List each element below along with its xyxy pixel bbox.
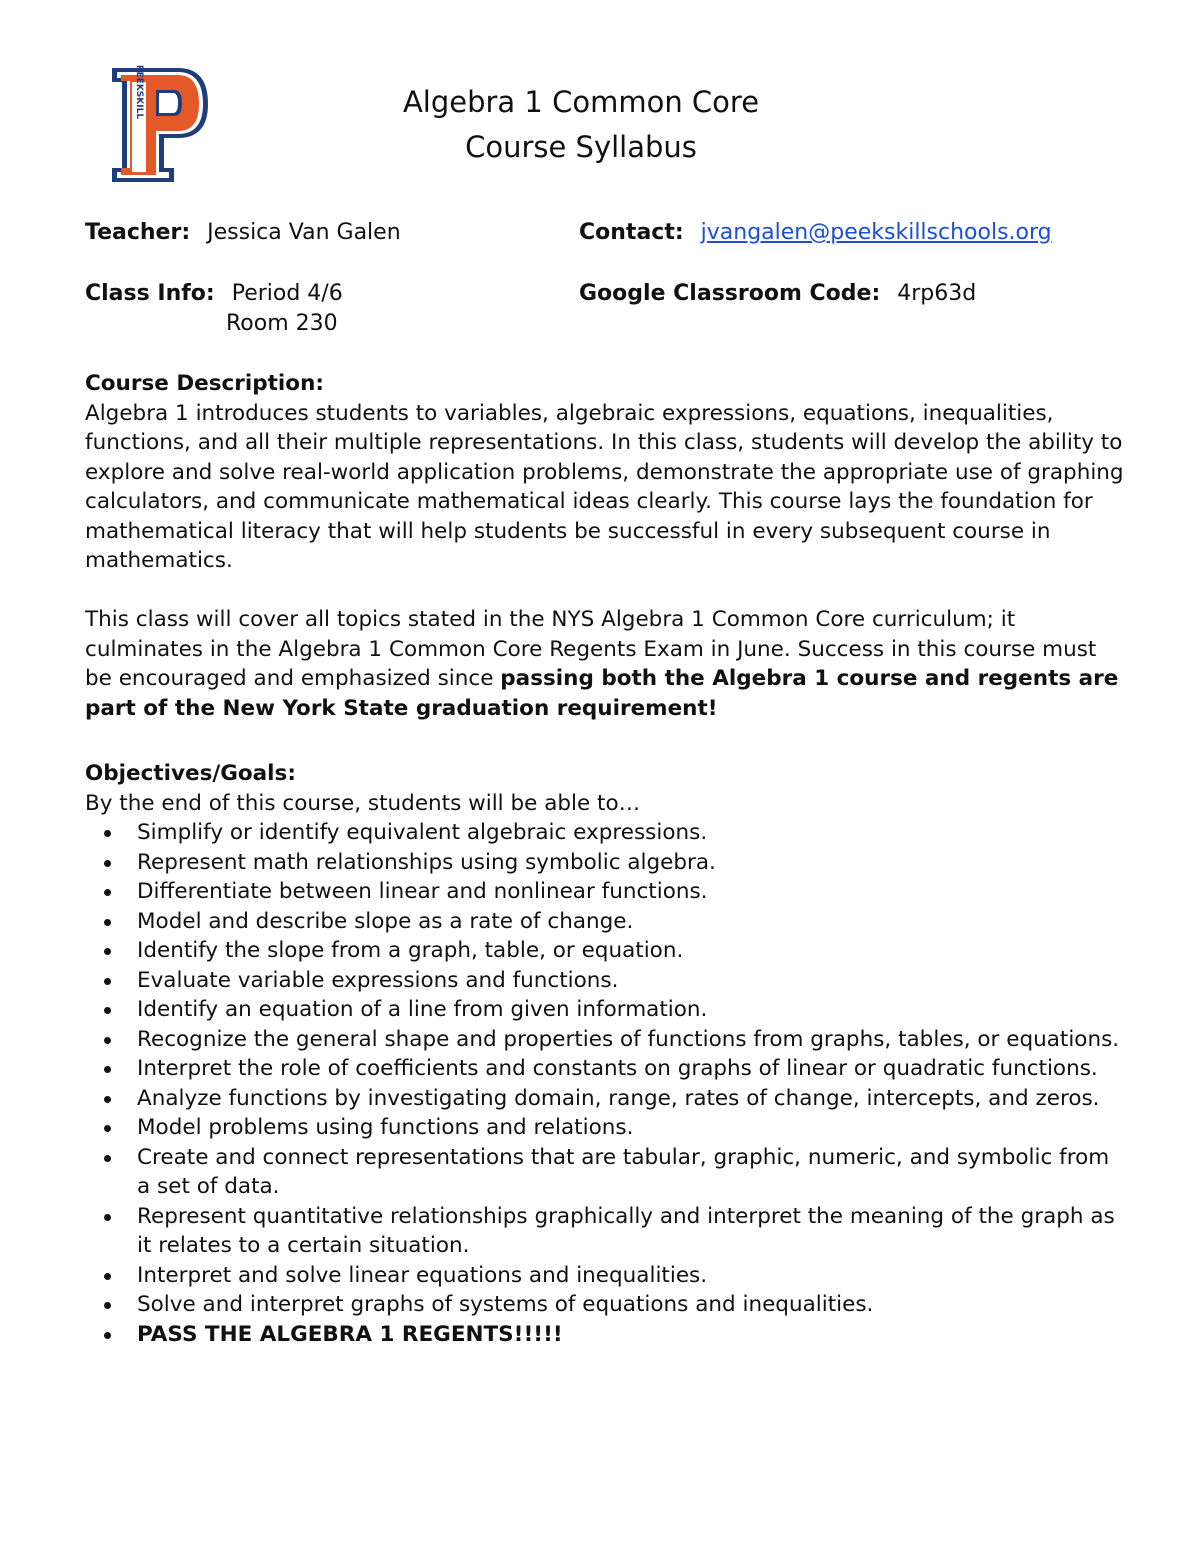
class-period: Period 4/6 — [231, 281, 343, 306]
teacher-label: Teacher: — [85, 220, 191, 245]
objectives-heading: Objectives/Goals: — [85, 761, 296, 786]
description-paragraph-2 — [85, 605, 1125, 723]
description-paragraph-1: Algebra 1 introduces students to variables, algebraic expressions, equations, inequalities, functions, and all their multiple representations. In this class, students will develop the ability to explore and solve real-world application problems, demonstrate the appropriate use of graphing calculators, and communicate mathematical ideas clearly. This course lays the foundation for mathematical literacy that will help students be successful in every subsequent course in mathematics. — [85, 400, 1124, 573]
class-room: Room 230 — [226, 311, 338, 336]
class-info-row — [85, 279, 343, 309]
peekskill-p-logo-icon — [108, 64, 210, 186]
contact-row — [579, 218, 1052, 248]
objectives-list — [85, 818, 1125, 1349]
course-description-heading: Course Description: — [85, 371, 324, 396]
document-title — [366, 80, 796, 170]
list-item: Create and connect representations that are tabular, graphic, numeric, and symbolic from a set of data. — [85, 1143, 1125, 1202]
list-item: Interpret the role of coefficients and constants on graphs of linear or quadratic functions. — [85, 1054, 1125, 1084]
course-description — [85, 369, 1125, 723]
classroom-code-row — [579, 279, 976, 309]
teacher-name: Jessica Van Galen — [207, 220, 401, 245]
graduation-requirement-note: passing both the Algebra 1 course and regents are part of the New York State graduation requirement! — [85, 666, 1119, 721]
classroom-code-label: Google Classroom Code: — [579, 281, 881, 306]
list-item: Evaluate variable expressions and functions. — [85, 966, 1125, 996]
contact-label: Contact: — [579, 220, 684, 245]
classroom-code: 4rp63d — [897, 281, 977, 306]
teacher-row — [85, 218, 401, 248]
list-item: Identify the slope from a graph, table, or equation. — [85, 936, 1125, 966]
title-line-2: Course Syllabus — [465, 130, 697, 164]
objectives-intro: By the end of this course, students will be able to… — [85, 790, 641, 816]
list-item: Model problems using functions and relations. — [85, 1113, 1125, 1143]
list-item: Analyze functions by investigating domain, range, rates of change, intercepts, and zeros. — [85, 1084, 1125, 1114]
list-item: Represent math relationships using symbolic algebra. — [85, 848, 1125, 878]
list-item: Solve and interpret graphs of systems of equations and inequalities. — [85, 1290, 1125, 1320]
list-item: Identify an equation of a line from given information. — [85, 995, 1125, 1025]
list-item: Represent quantitative relationships graphically and interpret the meaning of the graph as it relates to a certain situation. — [85, 1202, 1125, 1261]
title-line-1: Algebra 1 Common Core — [402, 85, 760, 119]
list-item: Recognize the general shape and properties of functions from graphs, tables, or equations. — [85, 1025, 1125, 1055]
contact-email-link[interactable]: jvangalen@peekskillschools.org — [700, 220, 1052, 245]
class-info-label: Class Info: — [85, 281, 215, 306]
logo-side-text: PEEKSKILL — [134, 64, 144, 120]
description-paragraph-2-text: This class will cover all topics stated in the NYS Algebra 1 Common Core curriculum; it culminates in the Algebra 1 Common Core Regents Exam in June. Success in this course must be encouraged and emphasized since — [85, 607, 1097, 691]
list-item: Interpret and solve linear equations and inequalities. — [85, 1261, 1125, 1291]
list-item: Model and describe slope as a rate of change. — [85, 907, 1125, 937]
list-item: Differentiate between linear and nonlinear functions. — [85, 877, 1125, 907]
objectives-section — [85, 759, 1125, 1349]
list-item: Simplify or identify equivalent algebraic expressions. — [85, 818, 1125, 848]
school-logo — [108, 64, 210, 186]
list-item-pass-regents: PASS THE ALGEBRA 1 REGENTS!!!!! — [85, 1320, 1125, 1350]
